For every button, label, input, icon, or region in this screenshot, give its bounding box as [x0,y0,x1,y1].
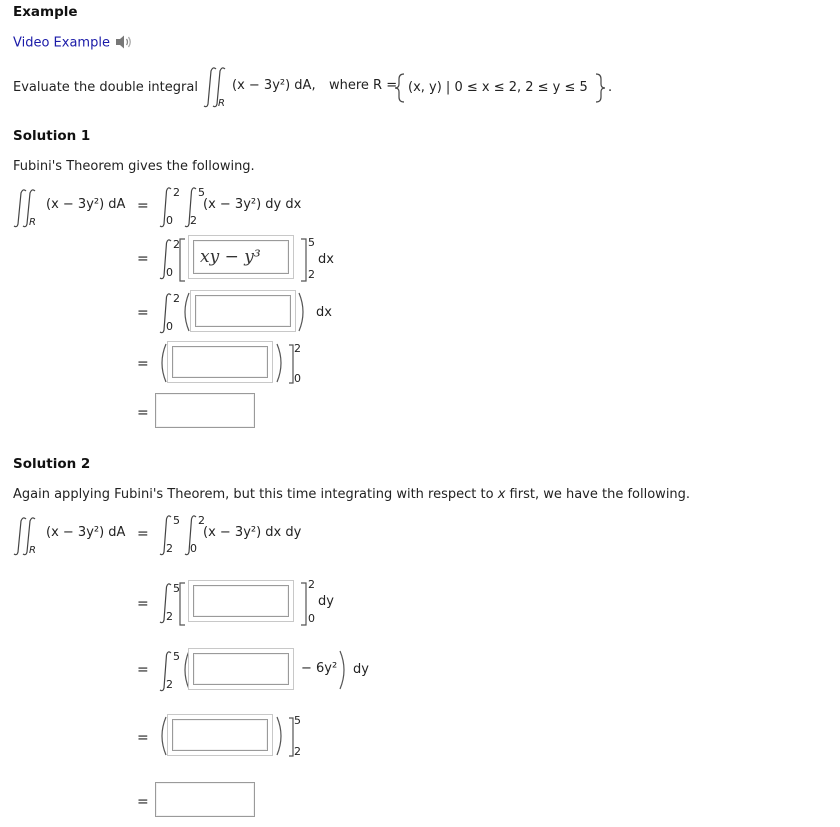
s2-equals-3: = [137,662,149,678]
s2-equals-1: = [137,526,149,542]
s2-step1-upper: 5 [173,582,180,595]
s2-step3-answer-frame [167,714,273,756]
s2-step3-eval-lower: 2 [294,745,301,758]
s2-step1-eval-lower: 0 [308,612,315,625]
s1-inner-upper: 5 [198,186,205,199]
s1-step3-eval-upper: 2 [294,342,301,355]
s2-step3-left-paren [157,716,167,756]
s1-step1-dx: dx [318,252,334,267]
s1-step3-eval-lower: 0 [294,372,301,385]
region-definition: (x, y) | 0 ≤ x ≤ 2, 2 ≤ y ≤ 5 [408,80,588,95]
s1-step2-answer-frame [190,290,296,332]
s1-step3-answer-frame [167,341,273,383]
s2-step2-lower: 2 [166,678,173,691]
s1-lhs-double-integral-sign [13,188,41,230]
s1-step1-upper: 2 [173,238,180,251]
s1-step2-right-paren [298,292,308,332]
s1-step2-answer-input[interactable] [195,295,291,327]
s2-step2-answer-input[interactable] [193,653,289,685]
s1-step3-answer-input[interactable] [172,346,268,378]
s2-step1-right-bracket [300,582,308,626]
video-example-label: Video Example [13,35,110,51]
s1-step1-right-bracket [300,238,308,282]
s2-outer-lower: 2 [166,542,173,555]
s1-step1-left-bracket [178,238,186,282]
s1-step2-lower: 0 [166,320,173,333]
s1-equals-4: = [137,356,149,372]
s1-equals-1: = [137,198,149,214]
s1-step2-left-paren [180,292,190,332]
problem-integrand: (x − 3y²) dA, [232,78,316,93]
s1-equals-5: = [137,405,149,421]
s1-step1-eval-upper: 5 [308,236,315,249]
left-brace [394,73,406,103]
s2-final-answer-input[interactable] [155,782,255,817]
s1-equals-2: = [137,251,149,267]
s2-equals-5: = [137,794,149,810]
s2-step2-upper: 5 [173,650,180,663]
problem-period: . [608,80,613,95]
video-example-link[interactable] [13,35,134,51]
s1-step1-eval-lower: 2 [308,268,315,281]
s1-lhs-region: R [29,217,36,228]
solution2-intro-var: x [497,487,506,502]
s2-equals-4: = [137,730,149,746]
right-brace [594,73,606,103]
solution2-heading: Solution 2 [13,456,91,472]
solution1-intro: Fubini's Theorem gives the following. [13,159,255,174]
s2-step3-right-paren [276,716,286,756]
s1-step1-lower: 0 [166,266,173,279]
s2-step1-lower: 2 [166,610,173,623]
double-integral-sign [203,66,231,110]
s1-step2-upper: 2 [173,292,180,305]
s2-line1-integrand: (x − 3y²) dx dy [203,525,302,540]
s2-lhs-double-integral-sign [13,516,41,558]
s1-final-answer-input[interactable] [155,393,255,428]
s2-equals-2: = [137,596,149,612]
s2-lhs-integrand: (x − 3y²) dA [46,525,126,540]
problem-prefix: Evaluate the double integral [13,80,198,95]
s2-step2-right-paren [339,650,349,690]
s2-step1-answer-frame [188,580,294,622]
s2-step2-answer-frame [188,648,294,690]
solution2-intro-a: Again applying Fubini's Theorem, but this time integrating with respect to [13,487,494,502]
s2-step2-tail: − 6y² [301,661,338,676]
s2-step3-answer-input[interactable] [172,719,268,751]
s2-step1-answer-input[interactable] [193,585,289,617]
region-subscript: R [218,98,225,109]
s1-step2-dx: dx [316,305,332,320]
s2-step1-dy: dy [318,594,334,609]
s1-lhs-integrand: (x − 3y²) dA [46,197,126,212]
problem-where: where R = [329,78,398,93]
s2-outer-upper: 5 [173,514,180,527]
s1-step1-answer-input[interactable]: xy − y³ [193,240,289,274]
s1-inner-lower: 2 [190,214,197,227]
s2-inner-lower: 0 [190,542,197,555]
speaker-icon [114,34,134,50]
s2-step2-dy: dy [353,662,369,677]
s2-step3-eval-upper: 5 [294,714,301,727]
s2-step1-eval-upper: 2 [308,578,315,591]
solution2-intro [13,487,690,502]
s1-step1-answer-frame [188,235,294,279]
solution2-intro-b: first, we have the following. [509,487,691,502]
s2-inner-upper: 2 [198,514,205,527]
s1-step3-right-paren [276,343,286,383]
s1-equals-3: = [137,305,149,321]
s2-lhs-region: R [29,545,36,556]
s1-step3-left-paren [157,343,167,383]
example-title: Example [13,4,78,20]
s1-outer-lower: 0 [166,214,173,227]
s2-step1-left-bracket [178,582,186,626]
s1-line1-integrand: (x − 3y²) dy dx [203,197,302,212]
solution1-heading: Solution 1 [13,128,91,144]
s1-outer-upper: 2 [173,186,180,199]
